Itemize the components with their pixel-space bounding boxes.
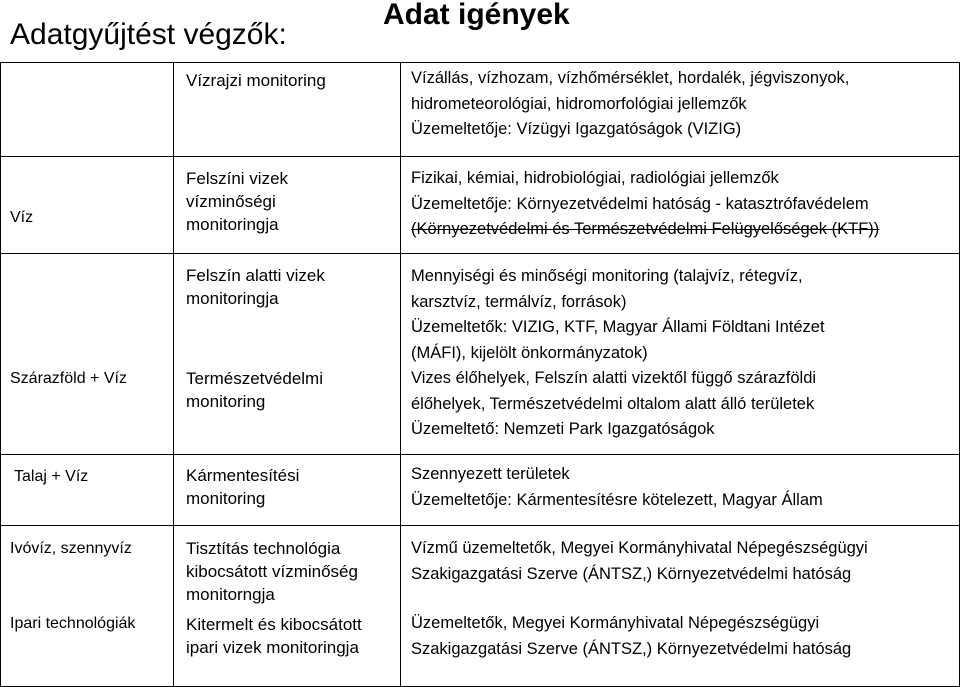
table-left-border	[0, 62, 1, 687]
table-top-border	[0, 62, 960, 63]
description-line: Szakigazgatási Szerve (ÁNTSZ,) Környezetvédelmi hatóság	[411, 564, 852, 583]
description-line: Szennyezett területek	[411, 465, 570, 483]
monitoring-line: monitoring	[186, 489, 266, 508]
category-label: Ipari technológiák	[10, 615, 136, 632]
description-line: Üzemeltetője: Környezetvédelmi hatóság - katasztrófavédelem	[411, 194, 869, 213]
description-line: élőhelyek, Természetvédelmi oltalom alatt álló területek	[411, 394, 815, 413]
category-label: Ivóvíz, szennyvíz	[10, 540, 132, 557]
row-divider	[0, 253, 960, 254]
monitoring-line: Felszín alatti vizek	[186, 266, 325, 285]
monitoring-line: Kármentesítési	[186, 466, 300, 485]
category-label: Szárazföld + Víz	[10, 370, 127, 387]
monitoring-cell	[186, 613, 362, 659]
monitoring-cell	[186, 167, 288, 236]
monitoring-line: monitoringja	[186, 215, 279, 234]
monitoring-cell	[186, 367, 323, 413]
data-needs-heading: Adat igények	[383, 0, 570, 31]
description-line: (MÁFI), kijelölt önkormányzatok)	[411, 343, 648, 362]
description-line: Vizes élőhelyek, Felszín alatti vizektől függő szárazföldi	[411, 369, 817, 387]
monitoring-line: Vízrajzi monitoring	[186, 71, 326, 90]
column-divider	[400, 62, 401, 687]
monitoring-line: Természetvédelmi	[186, 369, 323, 388]
description-line: Szakigazgatási Szerve (ÁNTSZ,) Környezetvédelmi hatóság	[411, 639, 852, 658]
monitoring-cell	[186, 537, 358, 606]
monitoring-line: monitoringja	[186, 289, 279, 308]
description-line: Vízmű üzemeltetők, Megyei Kormányhivatal Népegészségügyi	[411, 539, 868, 557]
collectors-heading: Adatgyűjtést végzők:	[10, 18, 287, 51]
description-cell	[411, 366, 816, 443]
description-line: Mennyiségi és minőségi monitoring (talajvíz, rétegvíz,	[411, 267, 803, 285]
description-line: Fizikai, kémiai, hidrobiológiai, radiológiai jellemzők	[411, 169, 779, 187]
description-line: Üzemeltető: Nemzeti Park Igazgatóságok	[411, 420, 715, 438]
monitoring-line: Kitermelt és kibocsátott	[186, 615, 362, 634]
description-cell	[411, 166, 879, 243]
monitoring-line: Felszíni vizek	[186, 169, 289, 188]
description-line: karsztvíz, termálvíz, források)	[411, 292, 627, 311]
monitoring-cell	[186, 264, 325, 310]
description-cell	[411, 536, 868, 587]
description-cell	[411, 264, 825, 366]
description-cell	[411, 462, 823, 513]
description-line: hidrometeorológiai, hidromorfológiai jellemzők	[411, 94, 747, 113]
monitoring-cell	[186, 464, 299, 510]
description-line: Vízállás, vízhozam, vízhőmérséklet, hordalék, jégviszonyok,	[411, 69, 850, 87]
row-divider	[0, 454, 960, 455]
description-line: Üzemeltetője: Kármentesítésre kötelezett, Magyar Állam	[411, 490, 823, 509]
monitoring-cell	[186, 69, 326, 92]
description-cell	[411, 611, 851, 662]
row-divider	[0, 156, 960, 157]
monitoring-line: Tisztítás technológia	[186, 539, 341, 558]
description-line: Üzemeltetők: VIZIG, KTF, Magyar Állami Földtani Intézet	[411, 318, 825, 336]
description-cell	[411, 66, 849, 143]
monitoring-line: monitoring	[186, 392, 266, 411]
description-line: Üzemeltetője: Vízügyi Igazgatóságok (VIZIG)	[411, 120, 742, 138]
monitoring-line: kibocsátott vízminőség	[186, 562, 358, 581]
monitoring-line: vízminőségi	[186, 192, 276, 211]
description-line: (Környezetvédelmi és Természetvédelmi Felügyelőségek (KTF))	[411, 220, 880, 238]
description-line: Üzemeltetők, Megyei Kormányhivatal Népegészségügyi	[411, 614, 820, 632]
category-label: Talaj + Víz	[14, 468, 89, 485]
row-divider	[0, 525, 960, 526]
monitoring-line: monitorngja	[186, 585, 275, 604]
monitoring-line: ipari vizek monitoringja	[186, 638, 359, 657]
category-label: Víz	[10, 209, 34, 226]
column-divider	[173, 62, 174, 687]
